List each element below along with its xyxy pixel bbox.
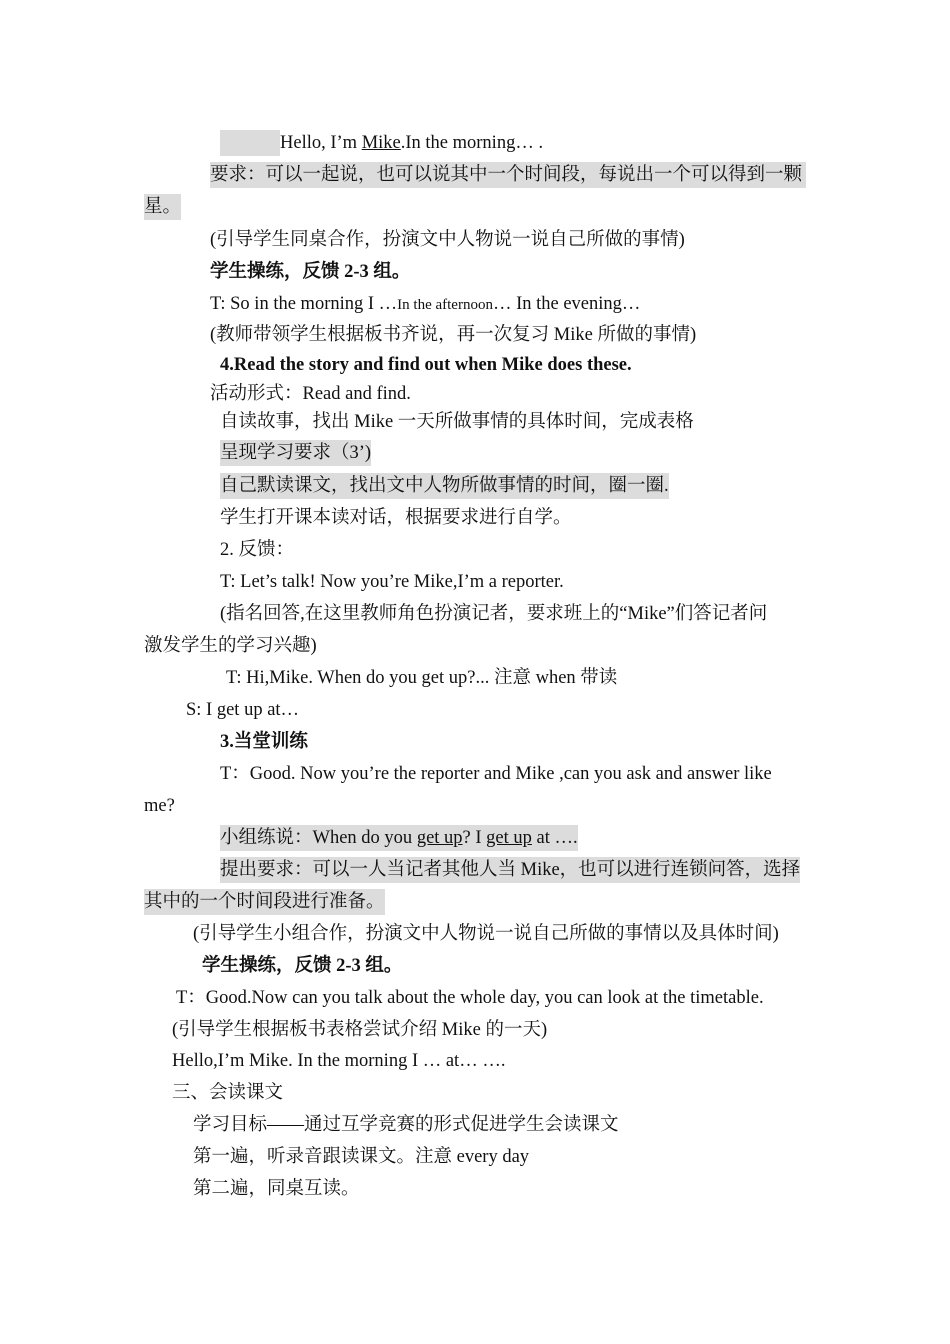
section-4-heading: 4.Read the story and find out when Mike does these. bbox=[220, 355, 632, 375]
practice-feedback-1: 学生操练，反馈 2-3 组。 bbox=[210, 262, 411, 282]
hello-whole-day: Hello,I’m Mike. In the morning I … at… …. bbox=[172, 1051, 506, 1071]
teacher-good-line-2: me? bbox=[144, 796, 175, 816]
review-morning: T: So in the morning I … bbox=[210, 294, 398, 314]
reporter-line-2: 激发学生的学习兴趣) bbox=[144, 636, 317, 656]
student-answer-line: S: I get up at… bbox=[186, 700, 300, 720]
group-practice-line bbox=[220, 825, 578, 851]
section-3-heading: 3.当堂训练 bbox=[220, 732, 308, 752]
guide-group-work: (引导学生小组合作，扮演文中人物说一说自己所做的事情以及具体时间) bbox=[193, 924, 779, 944]
mike-name: Mike bbox=[361, 133, 401, 153]
group-practice-c: ? I bbox=[462, 828, 487, 848]
requirement-chain-2: 其中的一个时间段进行准备。 bbox=[144, 889, 385, 915]
second-reading-line: 第二遍，同桌互读。 bbox=[193, 1179, 360, 1199]
get-up-2: get up bbox=[486, 828, 532, 848]
open-book-line: 学生打开课本读对话，根据要求进行自学。 bbox=[220, 508, 572, 528]
silent-read-line: 自己默读课文，找出文中人物所做事情的时间，圈一圈. bbox=[220, 473, 669, 499]
first-reading-line: 第一遍，听录音跟读课文。注意 every day bbox=[193, 1147, 530, 1167]
teacher-review-line bbox=[210, 291, 640, 318]
requirement-chain-1: 提出要求：可以一人当记者其他人当 Mike，也可以进行连锁问答，选择 bbox=[220, 857, 800, 883]
section-three-heading: 三、会读课文 bbox=[172, 1083, 284, 1103]
present-requirement: 呈现学习要求（3’) bbox=[220, 440, 371, 466]
review-evening: … In the evening… bbox=[492, 294, 641, 314]
hello-pre: Hello, I’m bbox=[280, 133, 362, 153]
requirement-line-1: 要求：可以一起说，也可以说其中一个时间段，每说出一个可以得到一颗 bbox=[210, 162, 806, 188]
get-up-1: get up bbox=[416, 828, 463, 848]
practice-feedback-2: 学生操练，反馈 2-3 组。 bbox=[202, 956, 403, 976]
guide-pair-work: (引导学生同桌合作，扮演文中人物说一说自己所做的事情) bbox=[210, 230, 685, 250]
learning-goal-line: 学习目标——通过互学竞赛的形式促进学生会读课文 bbox=[193, 1115, 619, 1135]
self-read-line: 自读故事，找出 Mike 一天所做事情的具体时间，完成表格 bbox=[220, 412, 694, 432]
requirement-line-2: 星。 bbox=[144, 194, 181, 220]
group-practice-e: at …. bbox=[531, 828, 578, 848]
review-afternoon: In the afternoon bbox=[397, 297, 493, 313]
introduce-mike-line: (引导学生根据板书表格尝试介绍 Mike 的一天) bbox=[172, 1020, 548, 1040]
reporter-line-1: (指名回答,在这里教师角色扮演记者，要求班上的“Mike”们答记者问 bbox=[220, 604, 768, 624]
whole-day-line: T：Good.Now can you talk about the whole day, you can look at the timetable. bbox=[176, 988, 764, 1008]
activity-form: 活动形式：Read and find. bbox=[210, 384, 411, 404]
teacher-good-line-1: T：Good. Now you’re the reporter and Mike ,can you ask and answer like bbox=[220, 764, 772, 784]
lets-talk-line: T: Let’s talk! Now you’re Mike,I’m a reporter. bbox=[220, 572, 564, 592]
teacher-question-line: T: Hi,Mike. When do you get up?... 注意 when 带读 bbox=[226, 668, 618, 688]
hello-post: .In the morning… . bbox=[400, 133, 544, 153]
line-hello-mike bbox=[220, 130, 543, 156]
teacher-lead-line: (教师带领学生根据板书齐说，再一次复习 Mike 所做的事情) bbox=[210, 325, 697, 345]
group-practice-a: 小组练说：When do you bbox=[220, 828, 417, 848]
feedback-heading: 2. 反馈： bbox=[220, 540, 295, 560]
